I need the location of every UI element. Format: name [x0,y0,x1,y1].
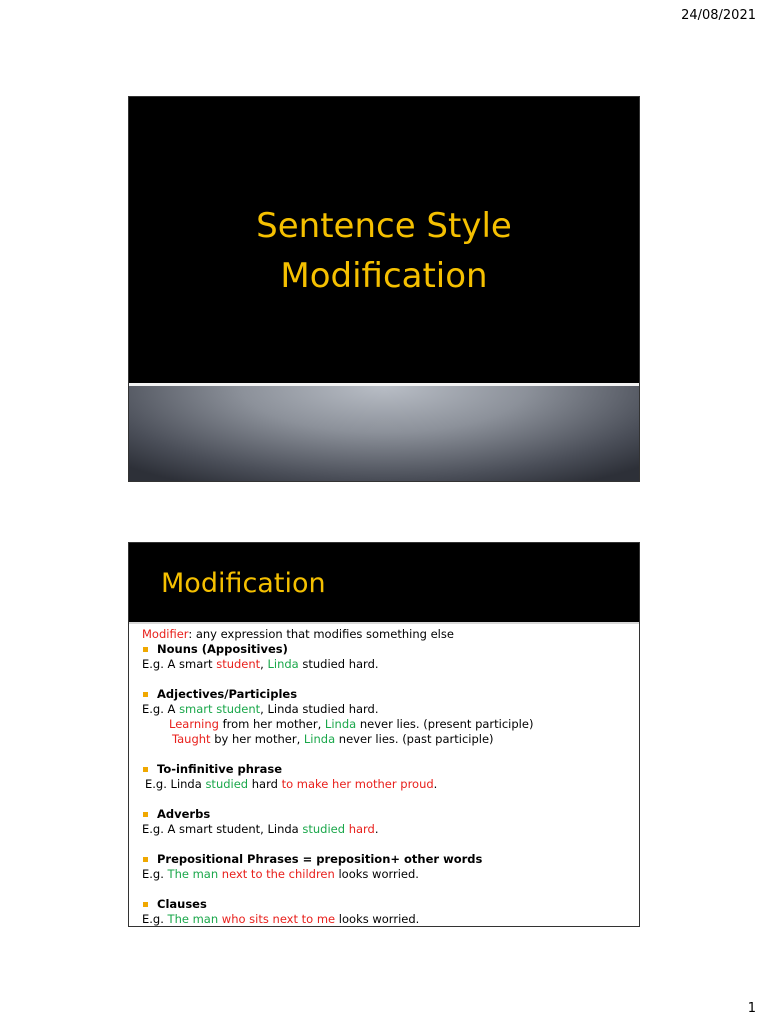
green-text: The man [167,912,219,926]
example-line [142,822,633,837]
example-line [142,867,633,882]
bullet-icon [143,692,148,697]
example-line [142,717,633,732]
bullet-prepositional [142,852,633,867]
slide-body [142,627,633,927]
bullet-icon [143,767,148,772]
bullet-label: Clauses [157,897,207,911]
text-segment: E.g. A [142,702,180,716]
red-text: next to the children [221,867,335,881]
example-line [142,777,633,792]
bullet-label: Adjectives/Participles [157,687,298,701]
page-date: 24/08/2021 [681,8,756,23]
text-segment: never lies. (present participle) [356,717,534,731]
text-segment: , [260,657,268,671]
green-text: The man [167,867,219,881]
green-text: Linda [303,732,336,746]
text-segment: . [433,777,438,791]
red-text: Learning [169,717,219,731]
gradient-band [129,386,639,482]
title-slide [128,96,640,482]
bullet-nouns [142,642,633,657]
example-line [142,702,633,717]
text-segment: from her mother, [218,717,325,731]
slide-title [256,179,512,301]
modifier-term: Modifier [142,627,189,641]
definition-line [142,627,633,642]
text-segment: never lies. (past participle) [335,732,494,746]
modification-slide [128,542,640,927]
green-text: Linda [324,717,357,731]
header-rule [129,622,639,624]
text-segment: looks worried. [335,912,420,926]
text-segment: E.g. A smart student, Linda [142,822,303,836]
red-text: to make her mother proud [281,777,434,791]
text-segment: E.g. Linda [145,777,206,791]
text-segment: E.g. [142,912,168,926]
bullet-adverbs [142,807,633,822]
red-text: student [216,657,261,671]
bullet-infinitive [142,762,633,777]
slide-title-line-1: Sentence Style [256,206,512,246]
bullet-label: Adverbs [157,807,211,821]
title-area [129,97,639,383]
red-text: Taught [172,732,211,746]
text-segment: looks worried. [334,867,419,881]
bullet-icon [143,902,148,907]
green-text: smart student [179,702,261,716]
bullet-adjectives [142,687,633,702]
text-segment: . [374,822,379,836]
red-text: who sits next to me [221,912,336,926]
green-text: studied [205,777,249,791]
text-segment: by her mother, [210,732,304,746]
bullet-label: Prepositional Phrases = preposition+ other words [157,852,483,866]
slide-heading: Modification [161,568,326,599]
slide-header [129,543,639,622]
green-text: Linda [267,657,299,671]
text-segment: studied hard. [298,657,379,671]
red-text: hard [348,822,375,836]
text-segment: , Linda studied hard. [260,702,379,716]
example-line [142,732,633,747]
green-text: studied [302,822,346,836]
bullet-icon [143,647,148,652]
text-segment: hard [248,777,282,791]
bullet-icon [143,812,148,817]
bullet-label: To-infinitive phrase [157,762,283,776]
bullet-label: Nouns (Appositives) [157,642,288,656]
bullet-clauses [142,897,633,912]
text-segment: E.g. A smart [142,657,217,671]
text-segment: E.g. [142,867,168,881]
slide-title-line-2: Modification [280,256,488,296]
page-number: 1 [747,1001,756,1016]
bullet-icon [143,857,148,862]
definition-text: : any expression that modifies something else [188,627,454,641]
example-line [142,912,633,927]
example-line [142,657,633,672]
